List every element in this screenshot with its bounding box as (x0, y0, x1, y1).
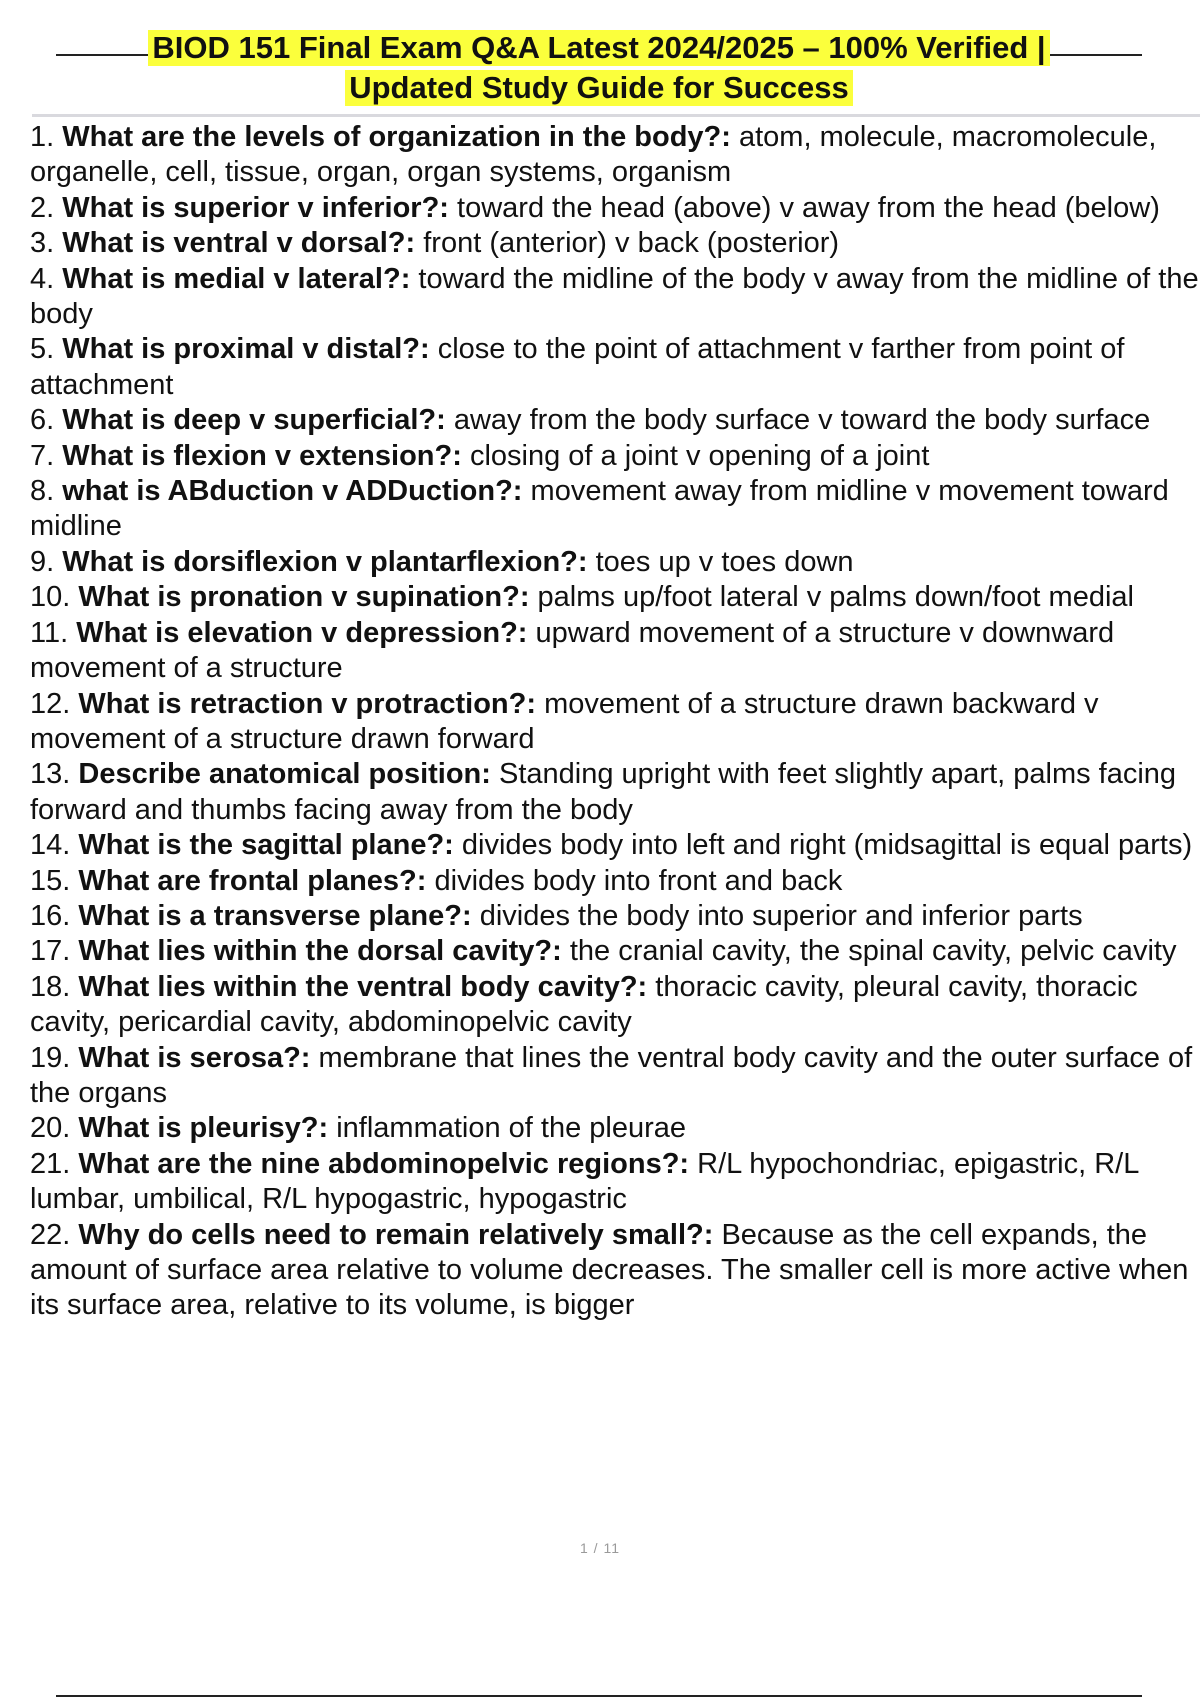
question-text: What is dorsiflexion v plantarflexion?: (62, 545, 588, 578)
answer-text: away from the body surface v toward the body surface (453, 404, 1151, 437)
qa-number: 3. (30, 227, 55, 260)
qa-item (30, 1041, 1200, 1112)
question-text: What is deep v superficial?: (62, 404, 446, 437)
answer-text: toes up v toes down (595, 545, 854, 578)
qa-number: 15. (30, 864, 71, 897)
qa-item (30, 687, 1200, 758)
qa-number: 21. (30, 1147, 71, 1180)
qa-number: 5. (30, 333, 55, 366)
qa-item (30, 970, 1200, 1041)
page-indicator: 1 / 11 (580, 1540, 620, 1556)
answer-text: divides body into left and right (midsagittal is equal parts) (461, 829, 1193, 862)
qa-number: 17. (30, 935, 71, 968)
question-text: What is the sagittal plane?: (78, 829, 454, 862)
question-text: What is flexion v extension?: (62, 439, 462, 472)
qa-number: 20. (30, 1112, 71, 1145)
qa-number: 6. (30, 404, 55, 437)
answer-text: Standing upright with feet slightly apart, palms facing forward and thumbs facing away from the body (30, 758, 1177, 826)
answer-text: thoracic cavity, pleural cavity, thoracic cavity, pericardial cavity, abdominopelvic cavity (30, 970, 1138, 1039)
qa-number: 18. (30, 970, 71, 1003)
qa-number: 14. (30, 829, 71, 862)
qa-number: 9. (30, 545, 55, 578)
qa-number: 2. (30, 191, 55, 224)
question-text: What lies within the dorsal cavity?: (78, 935, 562, 968)
title-text-line-1: BIOD 151 Final Exam Q&A Latest 2024/2025 – 100% Verified | (148, 30, 1049, 66)
qa-item (30, 191, 1200, 226)
answer-text: front (anterior) v back (posterior) (423, 227, 840, 260)
qa-number: 13. (30, 758, 71, 791)
qa-item (30, 1218, 1200, 1324)
title-line-2 (56, 70, 1142, 110)
qa-item (30, 545, 1200, 580)
document-title (56, 30, 1142, 110)
qa-number: 10. (30, 581, 71, 614)
question-text: What is pronation v supination?: (78, 581, 530, 614)
qa-number: 11. (30, 616, 69, 649)
answer-text: divides body into front and back (434, 864, 843, 897)
title-line-1 (56, 30, 1142, 70)
question-text: What is a transverse plane?: (78, 899, 472, 932)
answer-text: divides the body into superior and inferior parts (479, 899, 1083, 932)
qa-item (30, 899, 1200, 934)
question-text: What is serosa?: (78, 1041, 311, 1074)
answer-text: toward the head (above) v away from the head (below) (457, 191, 1160, 224)
answer-text: movement away from midline v movement toward midline (30, 475, 1169, 543)
answer-text: palms up/foot lateral v palms down/foot medial (537, 581, 1134, 614)
qa-number: 19. (30, 1041, 71, 1074)
qa-item (30, 226, 1200, 261)
question-text: What is superior v inferior?: (62, 191, 449, 224)
answer-text: movement of a structure drawn backward v movement of a structure drawn forward (30, 687, 1099, 755)
question-text: What is pleurisy?: (78, 1112, 329, 1145)
qa-number: 1. (30, 121, 55, 153)
qa-item (30, 580, 1200, 615)
question-text: what is ABduction v ADDuction?: (62, 475, 523, 508)
question-text: What lies within the ventral body cavity?: (78, 970, 648, 1003)
bottom-divider (56, 1695, 1142, 1697)
answer-text: toward the midline of the body v away from the midline of the body (30, 262, 1199, 331)
question-text: What is ventral v dorsal?: (62, 227, 416, 260)
answer-text: closing of a joint v opening of a joint (469, 439, 930, 472)
qa-item (30, 439, 1200, 474)
answer-text: close to the point of attachment v farther from point of attachment (30, 333, 1125, 401)
qa-item (30, 403, 1200, 438)
qa-number: 22. (30, 1218, 71, 1251)
qa-number: 12. (30, 687, 71, 720)
question-text: What is proximal v distal?: (62, 333, 430, 366)
question-text: What is retraction v protraction?: (78, 687, 536, 720)
question-text: What are the nine abdominopelvic regions?: (78, 1147, 690, 1180)
qa-item (30, 757, 1200, 828)
question-text: Describe anatomical position: (78, 758, 491, 791)
question-text: What are frontal planes?: (78, 864, 427, 897)
answer-text: inflammation of the pleurae (336, 1112, 687, 1145)
title-text-line-2: Updated Study Guide for Success (345, 70, 853, 106)
answer-text: atom, molecule, macromolecule, organelle, cell, tissue, organ, organ systems, organism (30, 121, 1157, 189)
answer-text: Because as the cell expands, the amount of surface area relative to volume decreases. The smaller cell is more active when its surface area, relative to its volume, is bigger (30, 1218, 1189, 1322)
qa-number: 4. (30, 262, 55, 295)
qa-item (30, 474, 1200, 545)
question-text: Why do cells need to remain relatively small?: (78, 1218, 714, 1251)
answer-text: upward movement of a structure v downward movement of a structure (30, 616, 1115, 685)
qa-item (30, 616, 1200, 687)
question-text: What is elevation v depression?: (76, 616, 528, 649)
qa-item (30, 120, 1200, 191)
question-text: What are the levels of organization in the body?: (62, 121, 731, 153)
qa-number: 16. (30, 899, 71, 932)
qa-item (30, 1147, 1200, 1218)
qa-item (30, 828, 1200, 863)
answer-text: the cranial cavity, the spinal cavity, pelvic cavity (569, 935, 1177, 968)
qa-number: 8. (30, 475, 55, 508)
answer-text: R/L hypochondriac, epigastric, R/L lumbar, umbilical, R/L hypogastric, hypogastric (30, 1147, 1139, 1216)
question-text: What is medial v lateral?: (62, 262, 411, 295)
qa-item (30, 934, 1200, 969)
header-divider (32, 114, 1200, 117)
answer-text: membrane that lines the ventral body cavity and the outer surface of the organs (30, 1041, 1193, 1109)
qa-item (30, 1111, 1200, 1146)
qa-item (30, 262, 1200, 333)
qa-number: 7. (30, 439, 55, 472)
qa-list (30, 120, 1200, 1324)
qa-item (30, 332, 1200, 403)
qa-item (30, 864, 1200, 899)
